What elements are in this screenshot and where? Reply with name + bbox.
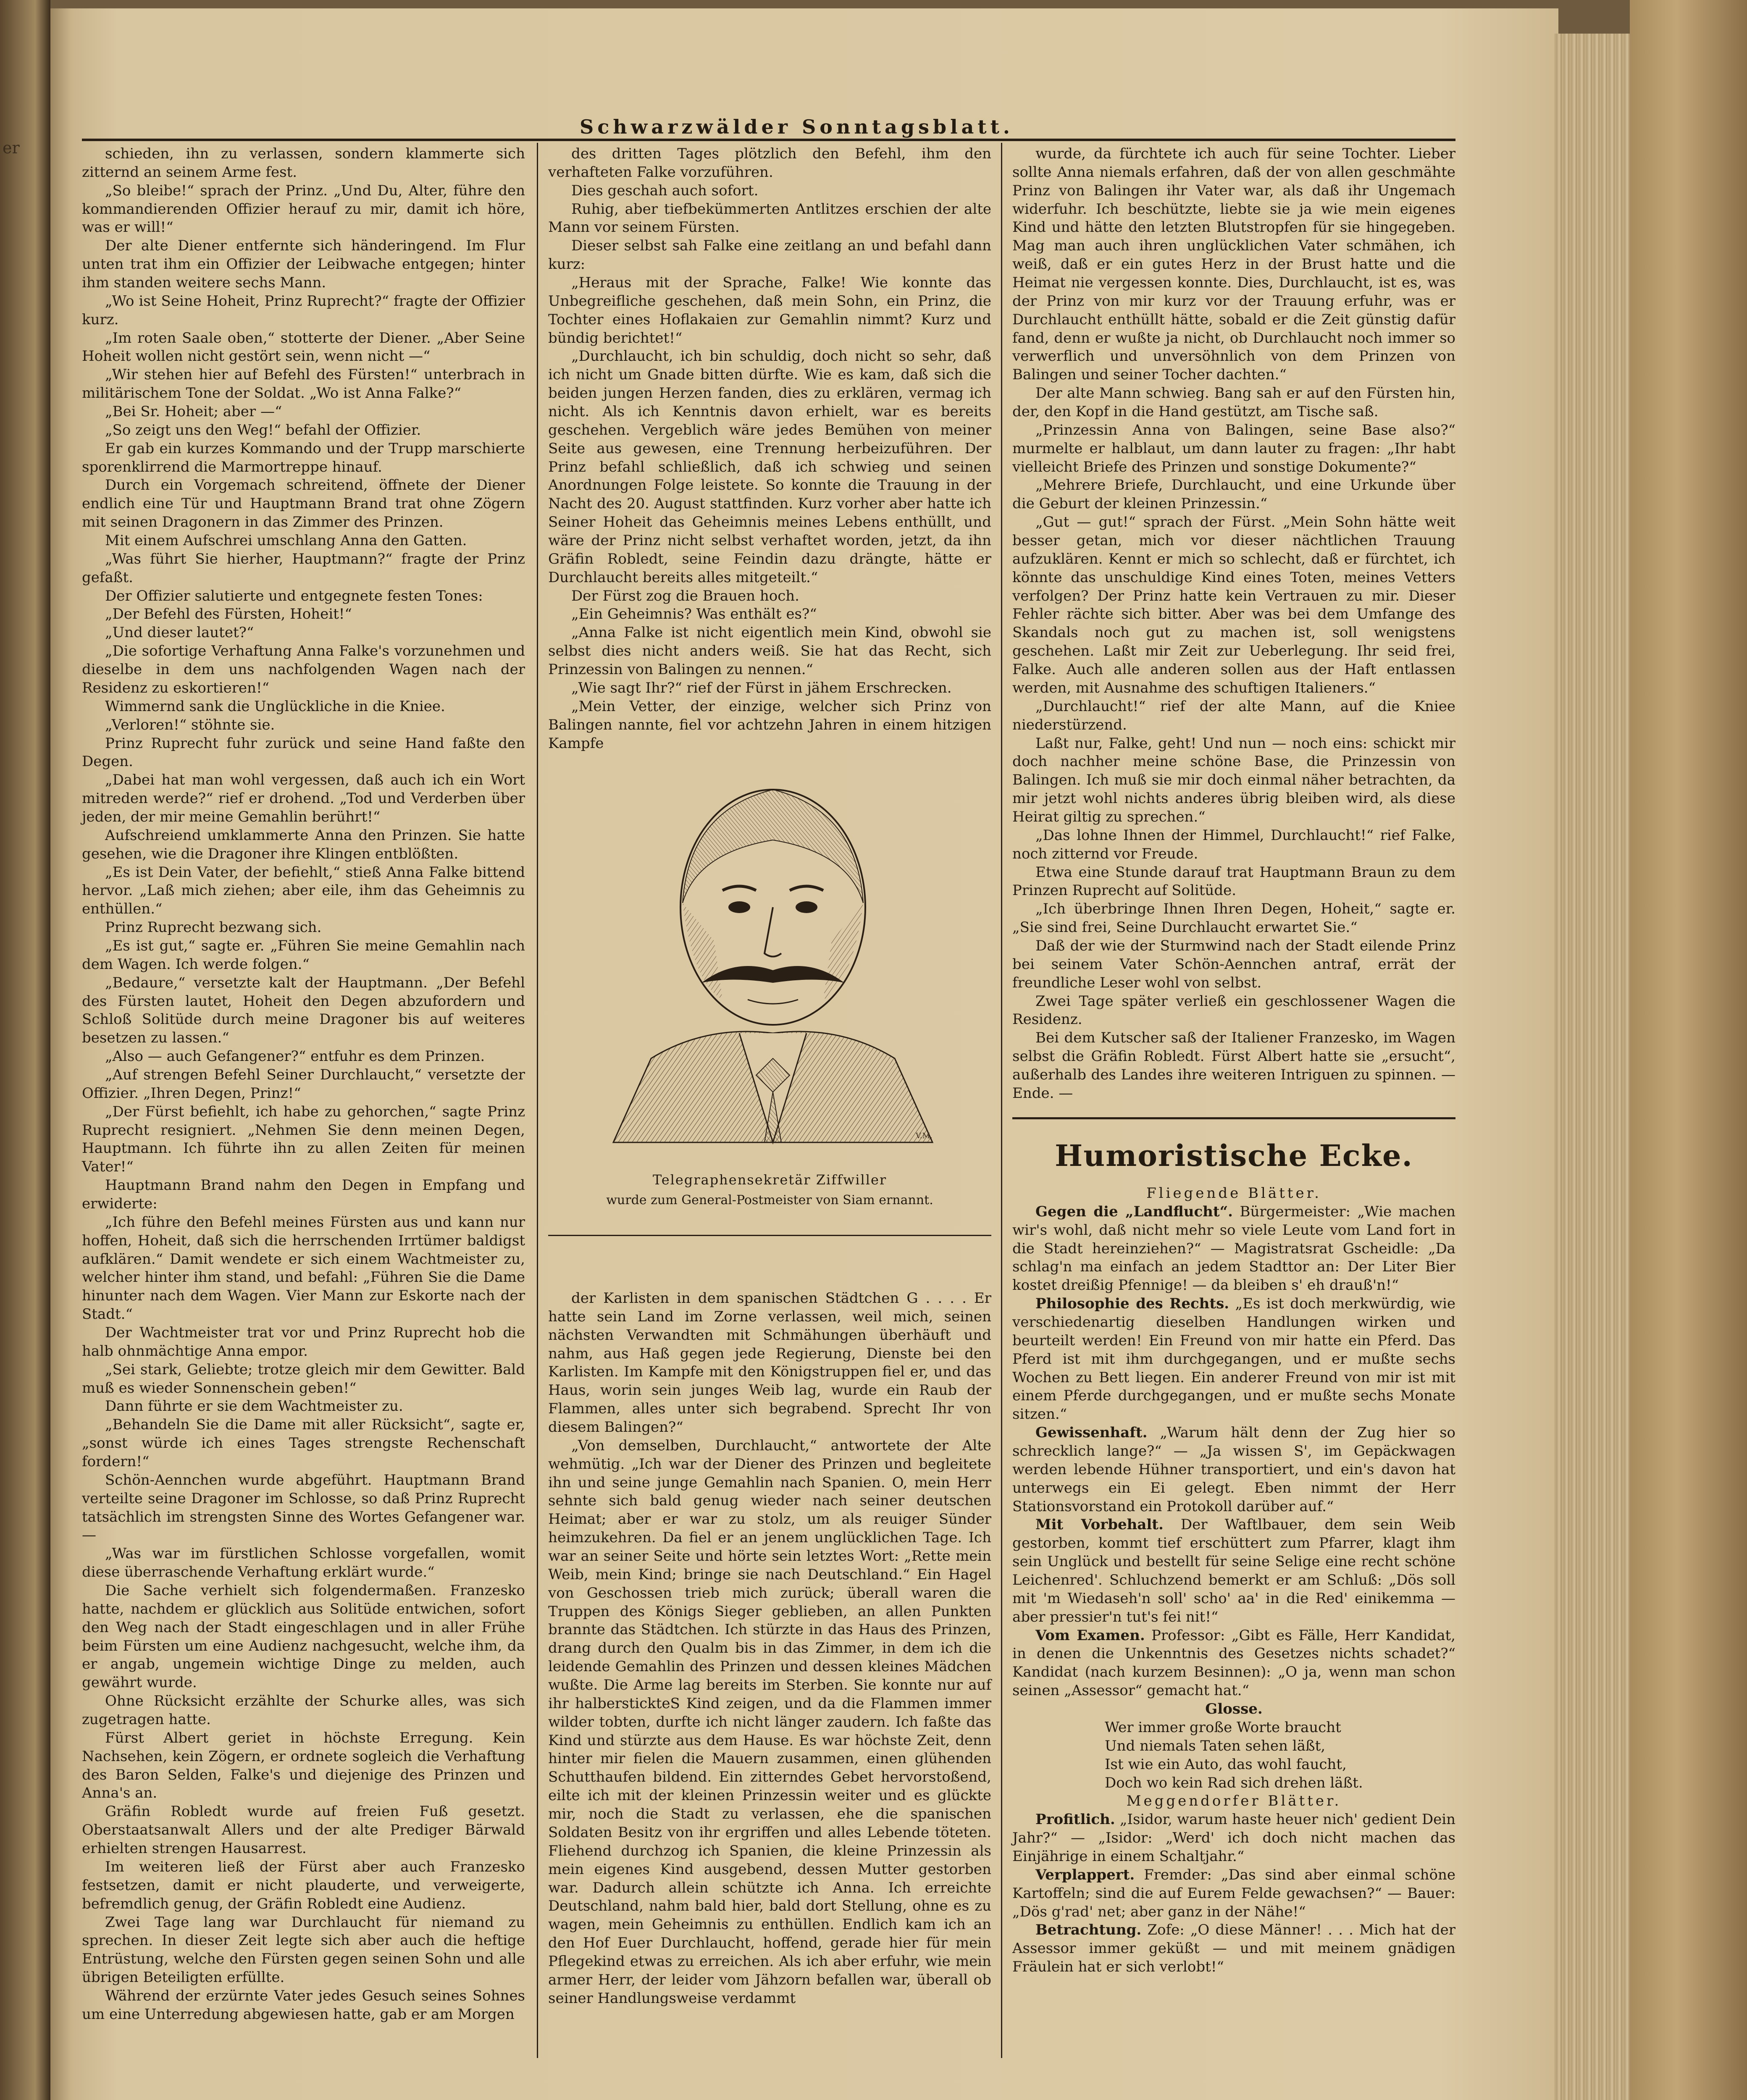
column-rule bbox=[1001, 143, 1002, 2058]
column-1: schieden, ihn zu verlassen, sondern klammerte sich zitternd an seinem Arme fest. „So bleibe!“ sprach der Prinz. „Und Du, Alter, führe den kommandierenden Offizier herauf zu mir, damit ich höre, was er will!“ Der alte Diener entfernte sich händeringend. Im Flur unten trat ihm ein Offizier der Leibwache entgegen; hinter ihm standen weitere sechs Mann. „Wo ist Seine Hoheit, Prinz Ruprecht?“ fragte der Offizier kurz. „Im roten Saale oben,“ stotterte der Diener. „Aber Seine Hoheit wollen nicht gestört sein, wenn nicht —“ „Wir stehen hier auf Befehl des Fürsten!“ unterbrach in militärischem Tone der Soldat. „Wo ist Anna Falke?“ „Bei Sr. Hoheit; aber —“ „So zeigt uns den Weg!“ befahl der Offizier. Er gab ein kurzes Kommando und der Trupp marschierte sporenklirrend die Marmortreppe hinauf. Durch ein Vorgemach schreitend, öffnete der Diener endlich eine Tür und Hauptmann Brand trat ohne Zögern mit seinen Dragonern in das Zimmer des Prinzen. Mit einem Aufschrei umschlang Anna den Gatten. „Was führt Sie hierher, Hauptmann?“ fragte der Prinz gefaßt. Der Offizier salutierte und entgegnete festen Tones: „Der Befehl des Fürsten, Hoheit!“ „Und dieser lautet?“ „Die sofortige Verhaftung Anna Falke's vorzunehmen und dieselbe in dem uns nachfolgenden Wagen nach der Residenz zu eskortieren!“ Wimmernd sank die Unglückliche in die Kniee. „Verloren!“ stöhnte sie. Prinz Ruprecht fuhr zurück und seine Hand faßte den Degen. „Dabei hat man wohl vergessen, daß auch ich ein Wort mitreden werde?“ rief er drohend. „Tod und Verderben über jeden, der mir meine Gemahlin berührt!“ Aufschreiend umklammerte Anna den Prinzen. Sie hatte gesehen, wie die Dragoner ihre Klingen entblößten. „Es ist Dein Vater, der befiehlt,“ stieß Anna Falke bittend hervor. „Laß mich ziehen; aber eile, ihm das Geheimnis zu enthüllen.“ Prinz Ruprecht bezwang sich. „Es ist gut,“ sagte er. „Führen Sie meine Gemahlin nach dem Wagen. Ich werde folgen.“ „Bedaure,“ versetzte kalt der Hauptmann. „Der Befehl des Fürsten lautet, Hoheit den Degen abzufordern und Schloß Solitüde durch meine Dragoner bis auf weiteres besetzen zu lassen.“ „Also — auch Gefangener?“ entfuhr es dem Prinzen. „Auf strengen Befehl Seiner Durchlaucht,“ versetzte der Offizier. „Ihren Degen, Prinz!“ „Der Fürst befiehlt, ich habe zu gehorchen,“ sagte Prinz Ruprecht resigniert. „Nehmen Sie denn meinen Degen, Hauptmann. Ich führte ihn zu allen Zeiten für meinen Vater!“ Hauptmann Brand nahm den Degen in Empfang und erwiderte: „Ich führe den Befehl meines Fürsten aus und kann nur hoffen, Hoheit, daß sich die herrschenden Irrtümer baldigst aufklären.“ Damit wendete er sich einem Wachtmeister zu, welcher hinter ihm stand, und befahl: „Führen Sie die Dame hinunter nach dem Wagen. Vier Mann zur Eskorte nach der Stadt.“ Der Wachtmeister trat vor und Prinz Ruprecht hob die halb ohnmächtige Anna empor. „Sei stark, Geliebte; trotze gleich mir dem Gewitter. Bald muß es wieder Sonnenschein geben!“ Dann führte er sie dem Wachtmeister zu. „Behandeln Sie die Dame mit aller Rücksicht“, sagte er, „sonst würde ich eines Tages strengste Rechenschaft fordern!“ Schön-Aennchen wurde abgeführt. Hauptmann Brand verteilte seine Dragoner im Schlosse, so daß Prinz Ruprecht tatsächlich im strengsten Sinne des Wortes Gefangener war. — „Was war im fürstlichen Schlosse vorgefallen, womit diese überraschende Verhaftung erklärt wurde.“ Die Sache verhielt sich folgendermaßen. Franzesko hatte, nachdem er glücklich aus Solitüde entwichen, sofort den Weg nach der Stadt eingeschlagen und in aller Frühe beim Fürsten um eine Audienz nachgesucht, welche ihm, da er angab, ungemein wichtige Dinge zu melden, auch gewährt wurde. Ohne Rücksicht erzählte der Schurke alles, was sich zugetragen hatte. Fürst Albert geriet in höchste Erregung. Kein Nachsehen, kein Zögern, er ordnete sogleich die Verhaftung des Baron Selden, Falke's und diejenige des Prinzen und Anna's an. Gräfin Robledt wurde auf freien Fuß gesetzt. Oberstaatsanwalt Allers und der alte Prediger Bärwald erhielten strengen Hausarrest. Im weiteren ließ der Fürst aber auch Franzesko festsetzen, damit er nicht plauderte, und verweigerte, befremdlich genug, der Gräfin Robledt eine Audienz. Zwei Tage lang war Durchlaucht für niemand zu sprechen. In dieser Zeit legte sich aber auch die heftige Entrüstung, welche den Fürsten gegen seinen Sohn und alle übrigen Beteiligten erfüllte. Während der erzürnte Vater jedes Gesuch seines Sohnes um eine Unterredung abgewiesen hatte, gab er am Morgen bbox=[82, 145, 525, 2023]
masthead-rule bbox=[82, 139, 1455, 141]
book-spine bbox=[1630, 0, 1747, 2100]
portrait-caption-text: wurde zum General-Postmeister von Siam ernannt. bbox=[606, 1193, 933, 1208]
column-3-top: wurde, da fürchtete ich auch für seine Tochter. Lieber sollte Anna niemals erfahren, daß der von allen geschmähte Prinz von Balingen ihr Vater war, als daß ihr Ungemach widerfuhr. Ich beschützte, liebte sie ja wie mein eigenes Kind und hätte den letzten Blutstropfen für sie hingegeben. Mag man auch ihren unglücklichen Vater schmähen, ich weiß, daß er ein gutes Herz in der Brust hatte und die Heimat nie vergessen konnte. Dies, Durchlaucht, ist es, was der Prinz von mir kurz vor der Trauung erfuhr, was er Durchlaucht enthüllt hätte, sobald er die Zeit günstig dafür fand, denn er wußte ja nicht, ob Durchlaucht noch immer so verwerflich und unversöhnlich von dem Prinzen von Balingen und seiner Tocher dachten.“ Der alte Mann schwieg. Bang sah er auf den Fürsten hin, der, den Kopf in die Hand gestützt, am Tische saß. „Prinzessin Anna von Balingen, seine Base also?“ murmelte er halblaut, um dann lauter zu fragen: „Ihr habt vielleicht Briefe des Prinzen und sonstige Dokumente?“ „Mehrere Briefe, Durchlaucht, und eine Urkunde über die Geburt der kleinen Prinzessin.“ „Gut — gut!“ sprach der Fürst. „Mein Sohn hätte weit besser getan, mich vor dieser nächtlichen Trauung aufzuklären. Kennt er mich so schlecht, daß er fürchtet, ich könnte das unschuldige Kind eines Toten, meines Vetters verfolgen? Der Prinz hatte kein Vertrauen zu mir. Dieser Fehler rächte sich bitter. Aber was bei dem Umfange des Skandals noch gut zu machen ist, soll wenigstens geschehen. Laßt mir Zeit zur Ueberlegung. Ihr seid frei, Falke. Auch alle anderen sollen aus der Haft entlassen werden, mit Ausnahme des schuftigen Italieners.“ „Durchlaucht!“ rief der alte Mann, auf die Kniee niederstürzend. Laßt nur, Falke, geht! Und nun — noch eins: schickt mir doch nachher meine schöne Base, die Prinzessin von Balingen. Ich muß sie mir doch einmal näher betrachten, da mir jetzt wohl nichts anderes übrig bleiben wird, als diese Heirat giltig zu sprechen.“ „Das lohne Ihnen der Himmel, Durchlaucht!“ rief Falke, noch zitternd vor Freude. Etwa eine Stunde darauf trat Hauptmann Braun zu dem Prinzen Ruprecht auf Solitüde. „Ich überbringe Ihnen Ihren Degen, Hoheit,“ sagte er. „Sie sind frei, Seine Durchlaucht erwartet Sie.“ Daß der wie der Sturmwind nach der Stadt eilende Prinz bei seinem Vater Schön-Aennchen antraf, errät der freundliche Leser wohl von selbst. Zwei Tage später verließ ein geschlossener Wagen die Residenz. Bei dem Kutscher saß der Italiener Franzesko, im Wagen selbst die Gräfin Robledt. Fürst Albert hatte sie „ersucht“, außerhalb des Landes ihre weiteren Intriguen zu spinnen. — Ende. — bbox=[1012, 145, 1455, 1102]
portrait-caption-title: Telegraphensekretär Ziffwiller bbox=[652, 1172, 887, 1188]
adjacent-page-edge: er bbox=[0, 0, 50, 2100]
portrait-engraving bbox=[596, 764, 949, 1151]
column-2-bottom: der Karlisten in dem spanischen Städtchen G . . . . Er hatte sein Land im Zorne verlassen, weil mich, seinen nächsten Verwandten mit Schmähungen überhäuft und nahm, aus Haß gegen jede Regierung, Dienste bei den Karlisten. Im Kampfe mit den Königstruppen fiel er, und das Haus, worin sein junges Weib lag, wurde ein Raub der Flammen, alles unter sich begrabend. Sprecht Ihr von diesem Balingen?“ „Von demselben, Durchlaucht,“ antwortete der Alte wehmütig. „Ich war der Diener des Prinzen und begleitete ihn und seine junge Gemahlin nach Spanien. O, mein Herr sehnte sich bald genug wieder nach seiner deutschen Heimat; aber er war zu stolz, um als reuiger Sünder heimzukehren. Da fiel er an jenem unglücklichen Tage. Ich war an seiner Seite und hörte sein letztes Wort: „Rette mein Weib, mein Kind; bringe sie nach Deutschland.“ Ein Hagel von Geschossen trieb mich zurück; überall waren die Truppen des Königs Sieger geblieben, an allen Punkten brannte das Städtchen. Ich stürzte in das Haus des Prinzen, drang durch den Qualm bis in das Zimmer, in dem ich die leidende Gemahlin des Prinzen und dessen kleines Mädchen wußte. Die Arme lag bereits im Sterben. Sie konnte nur auf ihr halberstickteS Kind zeigen, und da die Flammen immer wilder tobten, durfte ich nicht länger zaudern. Ich faßte das Kind und stürzte aus dem Hause. Es war höchste Zeit, denn hinter mir fielen die Mauern zusammen, einen glühenden Schutthaufen bildend. Ein zitterndes Gebet hervorstoßend, eilte ich mit der kleinen Prinzessin weiter und es glückte mir, noch die Stadt zu verlassen, ehe die spanischen Soldaten Besitz von ihr ergriffen und alles Lebende töteten. Fliehend durchzog ich Spanien, die kleine Prinzessin als mein eigenes Kind ausgebend, dessen Mutter gestorben war. Dadurch allein schützte ich Anna. Ich erreichte Deutschland, nahm bald hier, bald dort Stellung, ohne es zu wagen, mein Geheimnis zu enthüllen. Endlich kam ich an den Hof Euer Durchlaucht, hoffend, gerade hier für mein Pflegekind etwas zu erreichen. Als ich aber erfuhr, wie mein armer Herr, der leider vom Jähzorn befallen war, überall ob seiner Handlungsweise verdammt bbox=[548, 1290, 991, 2007]
column-rule bbox=[537, 143, 538, 2058]
picture-rule bbox=[548, 1235, 991, 1236]
column-2-top: des dritten Tages plötzlich den Befehl, ihm den verhafteten Falke vorzuführen. Dies geschah auch sofort. Ruhig, aber tiefbekümmerten Antlitzes erschien der alte Mann vor seinem Fürsten. Dieser selbst sah Falke eine zeitlang an und befahl dann kurz: „Heraus mit der Sprache, Falke! Wie konnte das Unbegreifliche geschehen, daß mein Sohn, ein Prinz, die Tochter eines Hoflakaien zur Gemahlin nimmt? Kurz und bündig berichtet!“ „Durchlaucht, ich bin schuldig, doch nicht so sehr, daß ich nicht um Gnade bitten dürfte. Wie es kam, daß sich die beiden jungen Herzen fanden, dies zu erklären, vermag ich nicht. Als ich Kenntnis davon erhielt, war es bereits geschehen. Vergeblich wäre jedes Bemühen von meiner Seite aus gewesen, eine Trennung herbeizuführen. Der Prinz befahl schließlich, daß ich schwieg und seinen Anordnungen Folge leistete. So konnte die Trauung in der Nacht des 20. August stattfinden. Kurz vorher aber hatte ich Seiner Hoheit das Geheimnis meines Lebens enthüllt, und wäre der Prinz nicht selbst verhaftet worden, jetzt, da ihn Gräfin Robledt, seine Feindin dazu drängte, hätte er Durchlaucht bereits alles mitgeteilt.“ Der Fürst zog die Brauen hoch. „Ein Geheimnis? Was enthält es?“ „Anna Falke ist nicht eigentlich mein Kind, obwohl sie selbst dies nicht anders weiß. Sie hat das Recht, sich Prinzessin von Balingen zu nennen.“ „Wie sagt Ihr?“ rief der Fürst in jähem Erschrecken. „Mein Vetter, der einzige, welcher sich Prinz von Balingen nannte, fiel vor achtzehn Jahren in einem hitzigen Kampfe bbox=[548, 145, 991, 752]
column-3-bottom: Fliegende Blätter. Gegen die „Landflucht“. Bürgermeister: „Wie machen wir's wohl, daß nicht mehr so viele Leute vom Land fort in die Stadt hereinziehen?“ — Magistratsrat Gscheidle: „Da schlag'n ma einfach an jedem Stadttor an: Der Liter Bier kostet dreißig Pfennige! — da bleiben s' eh drauß'n!“ Philosophie des Rechts. „Es ist doch merkwürdig, wie verschiedenartig dieselben Handlungen wirken und beurteilt werden! Ein Freund von mir hatte ein Pferd. Das Pferd ist mit ihm durchgegangen, und er mußte sechs Wochen zu Bett liegen. Ein anderer Freund von mir ist mit einem Pferde durchgegangen, und er mußte sechs Monate sitzen.“ Gewissenhaft. „Warum hält denn der Zug hier so schrecklich lange?“ — „Ja wissen S', im Gepäckwagen werden lebende Hühner transportiert, und ein's davon hat unterwegs ein Ei gelegt. Eben nimmt der Herr Stationsvorstand ein Protokoll darüber auf.“ Mit Vorbehalt. Der Waftlbauer, dem sein Weib gestorben, kommt tief erschüttert zum Pfarrer, klagt ihm sein Unglück und bestellt für seine Selige eine recht schöne Leichenred'. Schluchzend bemerkt er am Schluß: „Dös soll mit 'm Wiedaseh'n soll' scho' aa' in die Red' einikemma — aber pressier'n tut's fei nit!“ Vom Examen. Professor: „Gibt es Fälle, Herr Kandidat, in denen die Unkenntnis des Gesetzes nichts schadet?“ Kandidat (nach kurzem Besinnen): „O ja, wenn man schon seinen „Assessor“ gemacht hat.“ Glosse. Wer immer große Worte braucht Und niemals Taten sehen läßt, Ist wie ein Auto, das wohl faucht, Doch wo kein Rad sich drehen läßt. Meggendorfer Blätter. Profitlich. „Isidor, warum haste heuer nich' gedient Dein Jahr?“ — „Isidor: „Werd' ich doch nicht machen das Einjährige in einem Schaltjahr.“ Verplappert. Fremder: „Das sind aber einmal schöne Kartoffeln; sind die auf Eurem Felde gewachsen?“ — Bauer: „Dös g'rad' net; aber ganz in der Nähe!“ Betrachtung. Zofe: „O diese Männer! . . . Mich hat der Assessor immer geküßt — und mit meinem gnädigen Fräulein hat er sich verlobt!“ bbox=[1012, 1185, 1456, 1976]
section-rule bbox=[1012, 1117, 1455, 1119]
masthead: Schwarzwälder Sonntagsblatt. bbox=[580, 116, 1014, 138]
svg-text:V.M.: V.M. bbox=[916, 1131, 933, 1140]
section-title: Humoristische Ecke. bbox=[1055, 1138, 1413, 1173]
